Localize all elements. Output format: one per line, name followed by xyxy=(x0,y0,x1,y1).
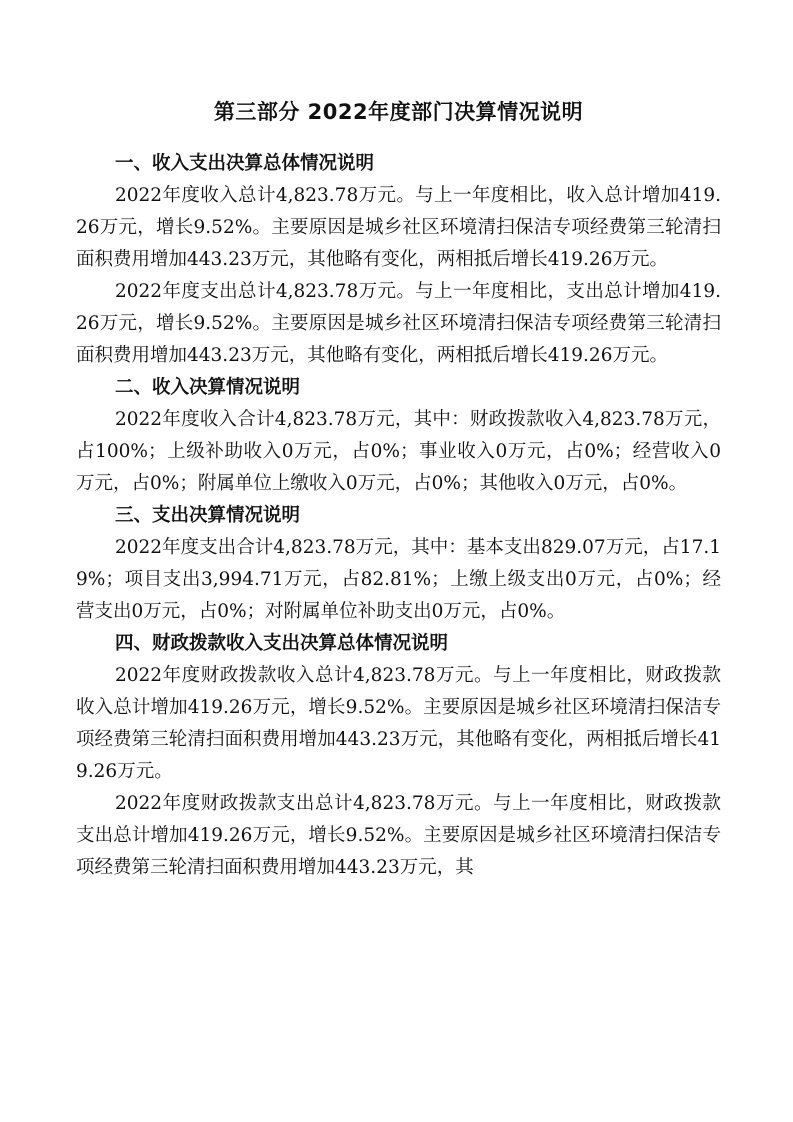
paragraph-expenditure-breakdown: 2022年度支出合计4,823.78万元，其中：基本支出829.07万元，占17.19%；项目支出3,994.71万元，占82.81%；上缴上级支出0万元，占0%；经营支出0万元，占0%；对附属单位补助支出0万元，占0%。 xyxy=(76,537,721,622)
paragraph-fiscal-income: 2022年度财政拨款收入总计4,823.78万元。与上一年度相比，财政拨款收入总计增加419.26万元，增长9.52%。主要原因是城乡社区环境清扫保洁专项经费第三轮清扫面积费用增加443.23万元，其他略有变化，两相抵后增长419.26万元。 xyxy=(76,665,721,782)
paragraph-income-breakdown: 2022年度收入合计4,823.78万元，其中：财政拨款收入4,823.78万元，占100%；上级补助收入0万元，占0%；事业收入0万元，占0%；经营收入0万元，占0%；附属单位上缴收入0万元，占0%；其他收入0万元，占0%。 xyxy=(76,409,721,494)
section-expenditure-details xyxy=(76,500,721,628)
paragraph-fiscal-expenditure: 2022年度财政拨款支出总计4,823.78万元。与上一年度相比，财政拨款支出总计增加419.26万元，增长9.52%。主要原因是城乡社区环境清扫保洁专项经费第三轮清扫面积费用增加443.23万元，其 xyxy=(76,793,721,878)
section-heading: 三、支出决算情况说明 xyxy=(115,505,301,526)
paragraph-total-expenditure: 2022年度支出总计4,823.78万元。与上一年度相比，支出总计增加419.26万元，增长9.52%。主要原因是城乡社区环境清扫保洁专项经费第三轮清扫面积费用增加443.23万元，其他略有变化，两相抵后增长419.26万元。 xyxy=(76,281,721,366)
section-heading: 一、收入支出决算总体情况说明 xyxy=(115,153,375,174)
section-fiscal-appropriation xyxy=(76,628,721,884)
document-page xyxy=(76,92,721,884)
document-title: 第三部分 2022年度部门决算情况说明 xyxy=(213,100,584,124)
section-heading: 四、财政拨款收入支出决算总体情况说明 xyxy=(115,633,449,654)
section-income-details xyxy=(76,372,721,500)
paragraph-total-income: 2022年度收入总计4,823.78万元。与上一年度相比，收入总计增加419.26万元，增长9.52%。主要原因是城乡社区环境清扫保洁专项经费第三轮清扫面积费用增加443.23万元，其他略有变化，两相抵后增长419.26万元。 xyxy=(76,185,721,270)
section-overall-income-expenditure xyxy=(76,148,721,372)
section-heading: 二、收入决算情况说明 xyxy=(115,377,301,398)
